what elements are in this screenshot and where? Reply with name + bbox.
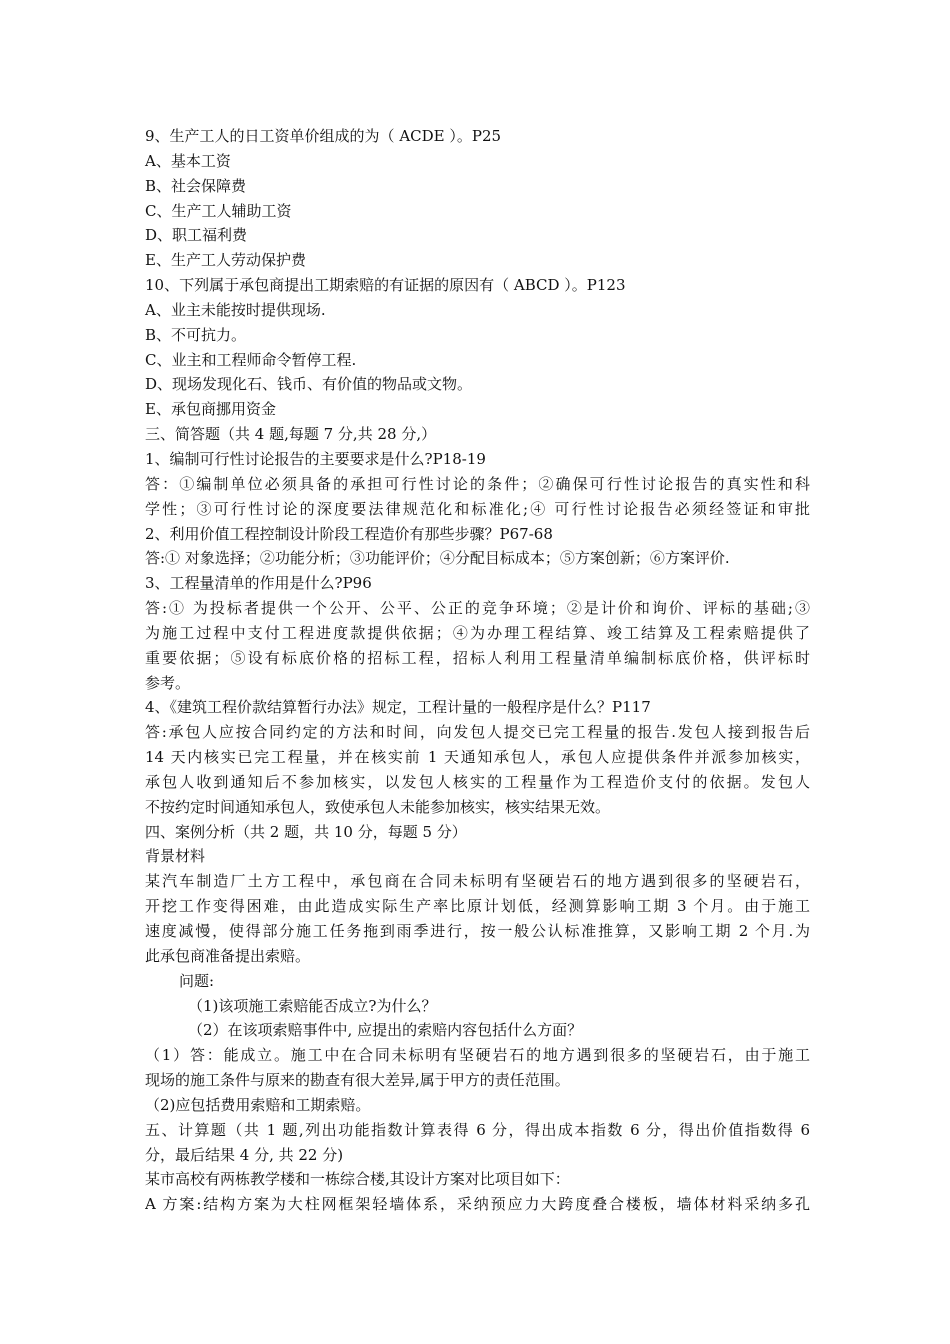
text-line: 4、《建筑工程价款结算暂行办法》规定，工程计量的一般程序是什么？P117 xyxy=(145,698,651,717)
text-line: 四、案例分析（共 2 题，共 10 分，每题 5 分） xyxy=(145,822,467,841)
text-line: 答：①编制单位必须具备的承担可行性讨论的条件；②确保可行性讨论报告的真实性和科 xyxy=(145,474,810,493)
text-line: 2、利用价值工程控制设计阶段工程造价有那些步骤？P67-68 xyxy=(145,524,553,543)
text-line: 五、计算题（共 1 题,列出功能指数计算表得 6 分，得出成本指数 6 分，得出价值指数得 6 xyxy=(145,1120,810,1139)
text-line: 不按约定时间通知承包人，致使承包人未能参加核实，核实结果无效。 xyxy=(145,797,611,816)
text-line: 背景材料 xyxy=(145,847,206,866)
text-line: 答:承包人应按合同约定的方法和时间，向发包人提交已完工程量的报告.发包人接到报告后 xyxy=(145,723,810,742)
text-line: C、生产工人辅助工资 xyxy=(145,201,292,220)
text-line: 答:① 为投标者提供一个公开、公平、公正的竞争环境；②是计价和询价、评标的基础;③ xyxy=(145,599,810,618)
text-line: D、职工福利费 xyxy=(145,226,248,245)
text-line: B、社会保障费 xyxy=(145,176,247,195)
text-line: （1）答：能成立。施工中在合同未标明有坚硬岩石的地方遇到很多的坚硬岩石，由于施工 xyxy=(145,1046,810,1065)
text-line: 现场的施工条件与原来的勘查有很大差异,属于甲方的责任范围。 xyxy=(145,1071,570,1090)
text-line: 14 天内核实已完工程量，并在核实前 1 天通知承包人，承包人应提供条件并派参加核实， xyxy=(145,748,810,767)
text-line: 承包人收到通知后不参加核实，以发包人核实的工程量作为工程造价支付的依据。发包人 xyxy=(145,772,810,791)
text-line: （2）在该项索赔事件中, 应提出的索赔内容包括什么方面？ xyxy=(188,1021,583,1040)
text-line: 三、简答题（共 4 题,每题 7 分,共 28 分,） xyxy=(145,425,437,444)
text-line: 10、下列属于承包商提出工期索赔的有证据的原因有（ ABCD ）。P123 xyxy=(145,276,626,295)
text-line: 学性；③可行性讨论的深度要法律规范化和标准化;④ 可行性讨论报告必须经签证和审批 xyxy=(145,499,810,518)
text-line: 为施工过程中支付工程进度款提供依据；④为办理工程结算、竣工结算及工程索赔提供了 xyxy=(145,623,810,642)
text-line: 答:① 对象选择；②功能分析；③功能评价；④分配目标成本；⑤方案创新；⑥方案评价. xyxy=(145,549,730,568)
text-line: 开挖工作变得困难，由此造成实际生产率比原计划低，经测算影响工期 3 个月。由于施工 xyxy=(145,897,810,916)
text-line: A 方案:结构方案为大柱网框架轻墙体系，采纳预应力大跨度叠合楼板，墙体材料采纳多孔 xyxy=(145,1195,810,1214)
text-line: E、生产工人劳动保护费 xyxy=(145,251,306,270)
text-line: 重要依据；⑤设有标底价格的招标工程，招标人利用工程量清单编制标底价格，供评标时 xyxy=(145,648,810,667)
text-line: 问题: xyxy=(179,971,215,990)
text-line: 某汽车制造厂土方工程中，承包商在合同未标明有坚硬岩石的地方遇到很多的坚硬岩石， xyxy=(145,872,810,891)
text-line: 某市高校有两栋教学楼和一栋综合楼,其设计方案对比项目如下： xyxy=(145,1170,570,1189)
text-line: 分，最后结果 4 分, 共 22 分) xyxy=(145,1145,344,1164)
text-line: 速度减慢，使得部分施工任务拖到雨季进行，按一般公认标准推算，又影响工期 2 个月.为 xyxy=(145,922,810,940)
text-line: 9、生产工人的日工资单价组成的为（ ACDE ）。P25 xyxy=(145,127,502,145)
text-line: A、业主未能按时提供现场. xyxy=(145,300,326,319)
text-line: 3、工程量清单的作用是什么?P96 xyxy=(145,574,372,593)
text-line: 1、编制可行性讨论报告的主要要求是什么?P18-19 xyxy=(145,449,486,468)
text-line: C、业主和工程师命令暂停工程. xyxy=(145,350,357,369)
text-line: 此承包商准备提出索赔。 xyxy=(145,946,311,965)
text-line: D、现场发现化石、钱币、有价值的物品或文物。 xyxy=(145,375,473,394)
text-line: （1)该项施工索赔能否成立?为什么？ xyxy=(188,996,437,1015)
text-line: 参考。 xyxy=(145,673,191,692)
text-line: B、不可抗力。 xyxy=(145,325,247,344)
text-line: E、承包商挪用资金 xyxy=(145,400,276,419)
text-line: A、基本工资 xyxy=(145,151,231,170)
document-page xyxy=(145,124,810,1217)
text-line: （2)应包括费用索赔和工期索赔。 xyxy=(145,1095,371,1114)
